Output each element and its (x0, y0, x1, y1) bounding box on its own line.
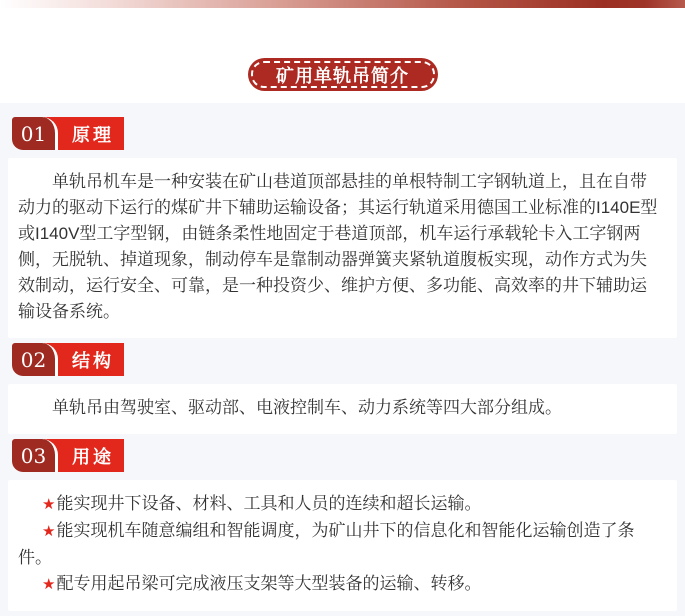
bullet-item (18, 571, 663, 598)
content-card (8, 480, 677, 611)
star-icon: ★ (42, 576, 56, 593)
bullet-item (18, 491, 663, 518)
section-number-badge: 02 (12, 343, 58, 376)
star-icon: ★ (42, 496, 56, 513)
star-icon: ★ (42, 523, 56, 540)
paragraph: 单轨吊机车是一种安装在矿山巷道顶部悬挂的单根特制工字钢轨道上，且在自带动力的驱动下运行的煤矿井下辅助运输设备；其运行轨道采用德国工业标准的I140E型或I140V型工字型钢，由链条柔性地固定于巷道顶部，机车运行承载轮卡入工字钢两侧，无脱轨、掉道现象，制动停车是靠制动器弹簧夹紧轨道腹板实现，动作方式为失效制动，运行安全、可靠，是一种投资少、维护方便、多功能、高效率的井下辅助运输设备系统。 (18, 172, 658, 321)
bullet-text: 能实现井下设备、材料、工具和人员的连续和超长运输。 (56, 494, 482, 513)
bullet-item (18, 518, 663, 571)
section-structure (0, 343, 685, 434)
top-gradient-bar (0, 0, 685, 8)
section-header-03 (12, 439, 685, 472)
section-label: 用途 (44, 439, 124, 472)
section-label: 原理 (44, 117, 124, 150)
paragraph: 单轨吊由驾驶室、驱动部、电液控制车、动力系统等四大部分组成。 (52, 398, 562, 417)
page-title: 矿用单轨吊简介 (276, 65, 409, 86)
bullet-text: 能实现机车随意编组和智能调度，为矿山井下的信息化和智能化运输创造了条件。 (18, 521, 635, 567)
bullet-text: 配专用起吊梁可完成液压支架等大型装备的运输、转移。 (56, 574, 482, 593)
section-principle (0, 117, 685, 338)
page-title-badge (248, 58, 438, 91)
section-number-badge: 01 (12, 117, 58, 150)
section-label: 结构 (44, 343, 124, 376)
header-area (0, 8, 685, 103)
content-area (0, 103, 685, 616)
section-number-badge: 03 (12, 439, 58, 472)
section-header-01 (12, 117, 685, 150)
section-usage (0, 439, 685, 611)
content-card (8, 158, 677, 338)
content-card (8, 384, 677, 434)
section-header-02 (12, 343, 685, 376)
